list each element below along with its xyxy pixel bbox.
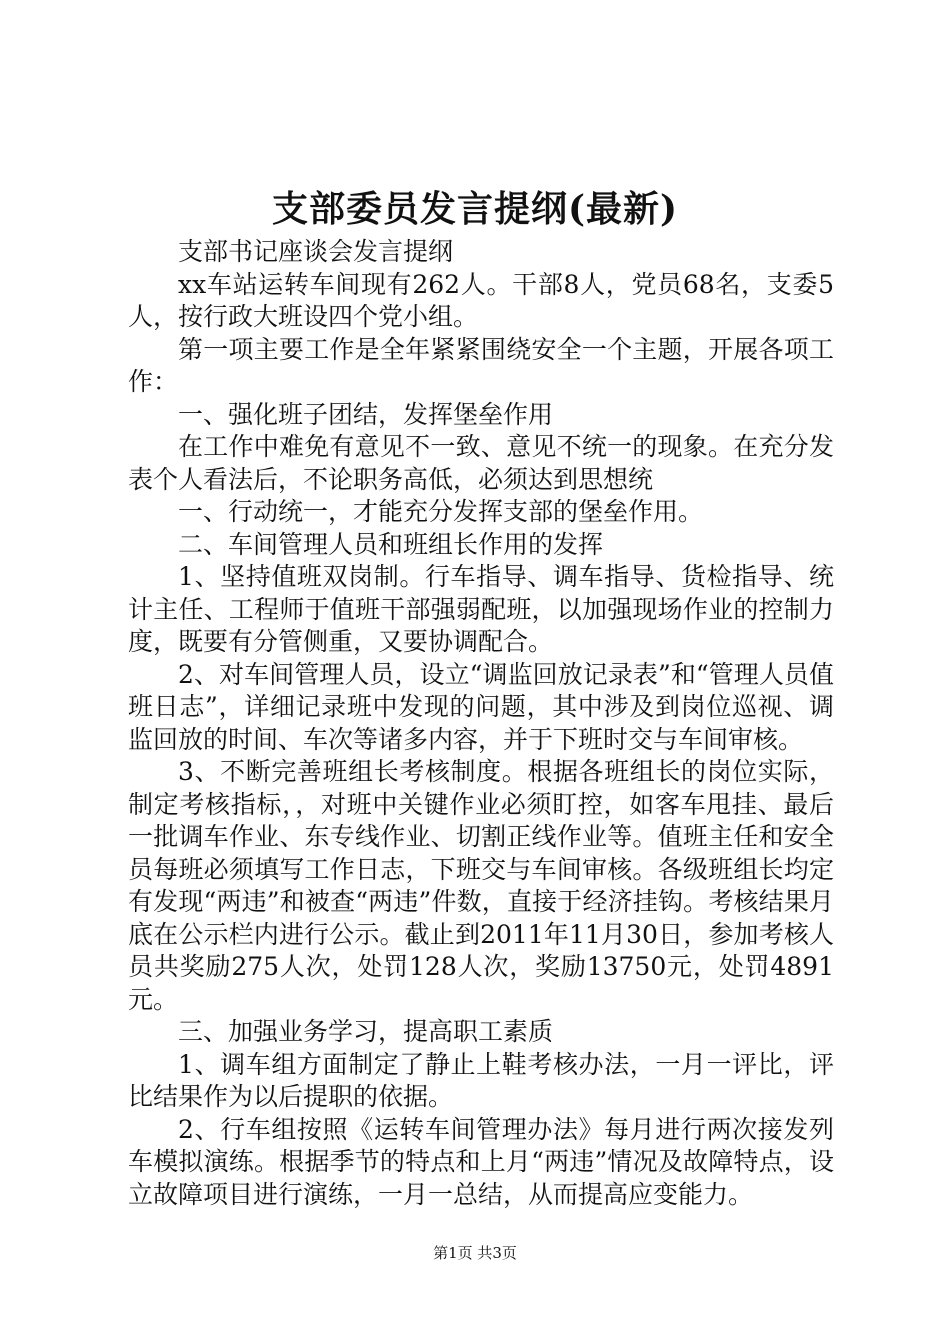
paragraph: 3、不断完善班组长考核制度。根据各班组长的岗位实际，制定考核指标，，对班中关键作业必须盯控，如客车甩挂、最后一批调车作业、东专线作业、切割正线作业等。值班主任和安全员每班必须填写工作日志，下班交与车间审核。各级班组长均定有发现“两违”和被查“两违”件数，直接于经济挂钩。考核结果月底在公示栏内进行公示。截止到2011年11月30日，参加考核人员共奖励275人次，处罚128人次，奖励13750元，处罚4891元。 bbox=[128, 757, 834, 1014]
paragraph: 1、调车组方面制定了静止上鞋考核办法，一月一评比，评比结果作为以后提职的依据。 bbox=[128, 1049, 834, 1111]
paragraph: xx车站运转车间现有262人。干部8人，党员68名，支委5人，按行政大班设四个党小组。 bbox=[128, 269, 834, 331]
paragraph: 1、坚持值班双岗制。行车指导、调车指导、货检指导、统计主任、工程师于值班干部强弱配班，以加强现场作业的控制力度，既要有分管侧重，又要协调配合。 bbox=[128, 562, 834, 656]
document-title: 支部委员发言提纲(最新) bbox=[271, 188, 679, 230]
paragraph: 第一项主要工作是全年紧紧围绕安全一个主题，开展各项工作： bbox=[128, 334, 834, 396]
paragraph: 2、对车间管理人员，设立“调监回放记录表”和“管理人员值班日志”，详细记录班中发现的问题，其中涉及到岗位巡视、调监回放的时间、车次等诸多内容，并于下班时交与车间审核。 bbox=[128, 659, 834, 754]
section-heading: 二、车间管理人员和班组长作用的发挥 bbox=[178, 529, 604, 559]
paragraph: 2、行车组按照《运转车间管理办法》每月进行两次接发列车模拟演练。根据季节的特点和上月“两违”情况及故障特点，设立故障项目进行演练，一月一总结，从而提高应变能力。 bbox=[128, 1114, 834, 1209]
section-heading: 三、加强业务学习，提高职工素质 bbox=[178, 1017, 554, 1046]
paragraph: 支部书记座谈会发言提纲 bbox=[178, 237, 454, 266]
page-number: 第1页 共3页 bbox=[433, 1244, 517, 1262]
paragraph: 一、行动统一，才能充分发挥支部的堡垒作用。 bbox=[178, 497, 704, 526]
document-body bbox=[128, 236, 834, 1211]
paragraph: 在工作中难免有意见不一致、意见不统一的现象。在充分发表个人看法后，不论职务高低，必须达到思想统 bbox=[128, 432, 834, 494]
section-heading: 一、强化班子团结，发挥堡垒作用 bbox=[178, 399, 554, 429]
